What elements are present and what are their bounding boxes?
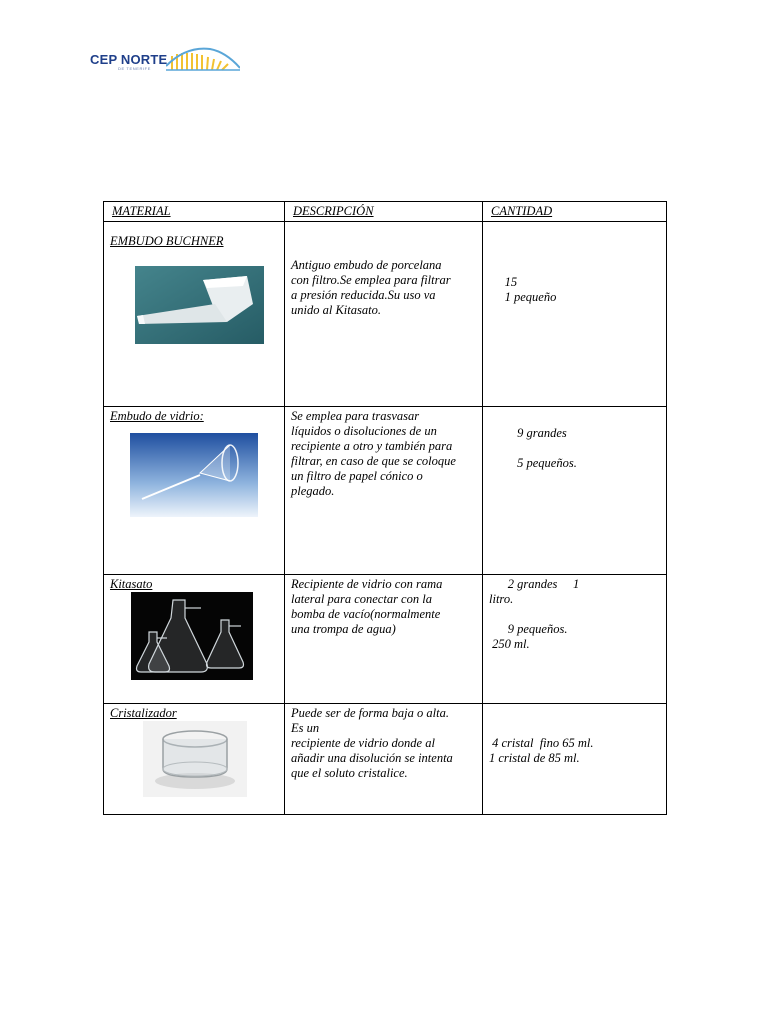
quantity-cell (483, 407, 667, 575)
header-quantity: CANTIDAD (483, 202, 667, 222)
logo-subtitle: DE TENERIFE (118, 66, 151, 71)
material-name: Kitasato (110, 577, 153, 591)
quantity-cell (483, 704, 667, 815)
material-cell (104, 222, 285, 407)
description-cell (285, 575, 483, 704)
quantity-text: 2 grandes 1 litro. 9 pequeños. 250 ml. (489, 577, 580, 651)
sun-logo-icon (166, 44, 240, 72)
quantity-text: 9 grandes 5 pequeños. (517, 426, 577, 470)
crystallizer-image (143, 721, 247, 797)
description-text: Antiguo embudo de porcelana con filtro.Se emplea para filtrar a presión reducida.Su uso va unido al Kitasato. (291, 258, 451, 317)
quantity-text: 4 cristal fino 65 ml. 1 cristal de 85 ml. (489, 736, 594, 765)
material-name: EMBUDO BUCHNER (110, 234, 224, 248)
material-cell (104, 575, 285, 704)
quantity-cell (483, 222, 667, 407)
table-header-row (104, 202, 667, 222)
material-name: Cristalizador (110, 706, 177, 720)
description-cell (285, 407, 483, 575)
material-cell (104, 704, 285, 815)
material-name: Embudo de vidrio: (110, 409, 204, 423)
header-material: MATERIAL (104, 202, 285, 222)
description-text: Puede ser de forma baja o alta. Es un recipiente de vidrio donde al añadir una disolución se intenta que el soluto cristalice. (291, 706, 453, 780)
materials-table (103, 201, 667, 815)
material-cell (104, 407, 285, 575)
description-cell (285, 704, 483, 815)
description-cell (285, 222, 483, 407)
logo-title: CEP NORTE (90, 52, 168, 67)
table-row (104, 222, 667, 407)
table-row (104, 575, 667, 704)
buchner-funnel-image (135, 266, 264, 344)
quantity-cell (483, 575, 667, 704)
table-row (104, 407, 667, 575)
quantity-text: 15 1 pequeño (504, 275, 557, 304)
table-row (104, 704, 667, 815)
description-text: Recipiente de vidrio con rama lateral para conectar con la bomba de vacío(normalmente una trompa de agua) (291, 577, 443, 636)
description-text: Se emplea para trasvasar líquidos o disoluciones de un recipiente a otro y también para filtrar, en caso de que se coloque un filtro de papel cónico o plegado. (291, 409, 456, 498)
cep-norte-logo (90, 44, 240, 74)
glass-funnel-image (130, 433, 258, 517)
header-description: DESCRIPCIÓN (285, 202, 483, 222)
kitasato-flasks-image (131, 592, 253, 680)
